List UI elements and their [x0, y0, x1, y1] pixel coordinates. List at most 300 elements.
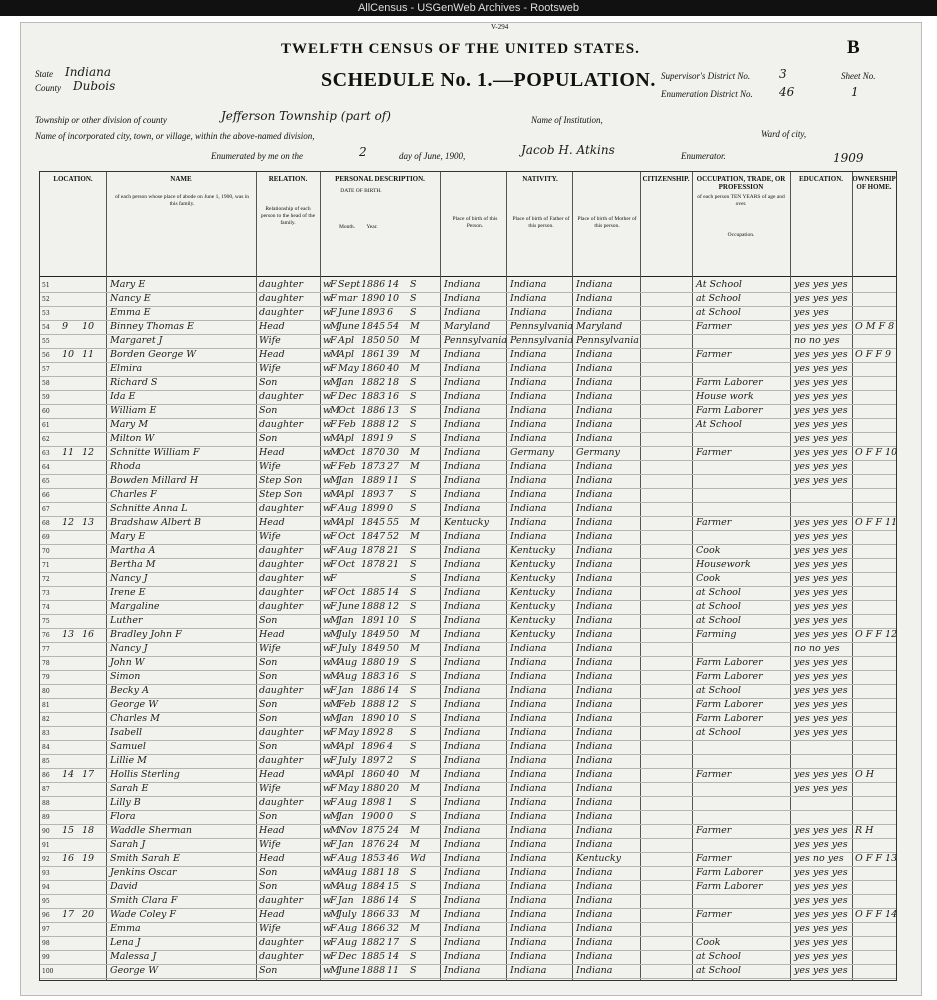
cell-mpob: Indiana [576, 727, 613, 738]
cell-edu: yes yes yes [794, 545, 848, 556]
cell-sex: F [330, 335, 337, 346]
cell-rel: Wife [259, 839, 281, 850]
cell-sex: F [330, 783, 337, 794]
cell-ms: M [410, 825, 420, 836]
cell-sex: F [330, 559, 337, 570]
cell-byear: 1875 [361, 825, 386, 836]
cell-sex: F [330, 573, 337, 584]
cell-byear: 1860 [361, 769, 386, 780]
cell-color: w [323, 881, 332, 892]
cell-rel: Son [259, 867, 278, 878]
cell-name: Smith Clara F [110, 895, 178, 906]
cell-byear: 1861 [361, 349, 386, 360]
cell-edu: yes yes yes [794, 839, 848, 850]
cell-occ: Farmer [696, 909, 732, 920]
cell-occ: at School [696, 727, 741, 738]
cell-byear: 1892 [361, 727, 386, 738]
cell-color: w [323, 405, 332, 416]
cell-color: w [323, 895, 332, 906]
cell-occ: Cook [696, 937, 721, 948]
cell-sex: M [330, 349, 340, 360]
cell-fam: 19 [82, 853, 95, 864]
cell-edu: yes yes yes [794, 377, 848, 388]
cell-color: w [323, 377, 332, 388]
cell-line: 76 [42, 632, 50, 639]
cell-mpob: Germany [576, 447, 620, 458]
cell-line: 88 [42, 800, 50, 807]
cell-rel: Son [259, 881, 278, 892]
cell-rel: daughter [259, 279, 304, 290]
cell-age: 11 [387, 965, 400, 976]
census-row [40, 698, 896, 713]
census-row [40, 362, 896, 377]
cell-fpob: Indiana [510, 419, 547, 430]
cell-byear: 1883 [361, 391, 386, 402]
cell-ms: M [410, 447, 420, 458]
cell-ms: S [410, 797, 417, 808]
cell-month: Jan [338, 377, 354, 388]
cell-line: 57 [42, 366, 50, 373]
cell-rel: Head [259, 517, 285, 528]
cell-age: 16 [387, 671, 400, 682]
cell-ms: S [410, 755, 417, 766]
cell-fam: 17 [82, 769, 95, 780]
cell-line: 80 [42, 688, 50, 695]
cell-pob: Indiana [444, 503, 481, 514]
cell-edu: yes yes yes [794, 615, 848, 626]
cell-ms: S [410, 489, 417, 500]
cell-age: 10 [387, 713, 400, 724]
cell-sex: M [330, 489, 340, 500]
cell-line: 65 [42, 478, 50, 485]
cell-age: 40 [387, 769, 400, 780]
cell-age: 18 [387, 377, 400, 388]
cell-rel: Wife [259, 783, 281, 794]
cell-mpob: Indiana [576, 615, 613, 626]
cell-age: 10 [387, 293, 400, 304]
cell-name: John W [110, 657, 145, 668]
cell-line: 63 [42, 450, 50, 457]
cell-month: Dec [338, 951, 357, 962]
cell-byear: 1898 [361, 797, 386, 808]
census-row [40, 670, 896, 685]
cell-sex: M [330, 433, 340, 444]
cell-pob: Indiana [444, 699, 481, 710]
cell-pob: Indiana [444, 727, 481, 738]
cell-sex: F [330, 545, 337, 556]
cell-rel: Wife [259, 335, 281, 346]
cell-mpob: Indiana [576, 965, 613, 976]
ward-label: Ward of city, [761, 129, 807, 139]
cell-line: 84 [42, 744, 50, 751]
cell-pob: Indiana [444, 475, 481, 486]
cell-color: w [323, 951, 332, 962]
census-row [40, 404, 896, 419]
cell-fpob: Indiana [510, 699, 547, 710]
cell-line: 58 [42, 380, 50, 387]
cell-name: Isabell [110, 727, 143, 738]
cell-ms: M [410, 531, 420, 542]
cell-line: 73 [42, 590, 50, 597]
cell-sex: F [330, 601, 337, 612]
cell-line: 92 [42, 856, 50, 863]
cell-fpob: Indiana [510, 713, 547, 724]
cell-color: w [323, 321, 332, 332]
census-row [40, 838, 896, 853]
cell-byear: 1845 [361, 321, 386, 332]
cell-color: w [323, 545, 332, 556]
cell-edu: yes yes yes [794, 559, 848, 570]
cell-mpob: Indiana [576, 349, 613, 360]
cell-sex: F [330, 797, 337, 808]
cell-age: 40 [387, 363, 400, 374]
cell-ms: M [410, 363, 420, 374]
cell-line: 61 [42, 422, 50, 429]
cell-rel: daughter [259, 419, 304, 430]
cell-color: w [323, 349, 332, 360]
cell-name: Malessa J [110, 951, 157, 962]
cell-byear: 1885 [361, 587, 386, 598]
cell-pob: Indiana [444, 741, 481, 752]
cell-occ: At School [696, 279, 742, 290]
cell-fpob: Indiana [510, 363, 547, 374]
cell-sex: F [330, 531, 337, 542]
group-name: NAME [170, 175, 192, 183]
cell-own: O F F 11 [855, 517, 898, 528]
census-row [40, 964, 896, 979]
occupation-description: of each person TEN YEARS of age and over. [697, 194, 785, 207]
cell-pob: Indiana [444, 769, 481, 780]
pob-self-heading: Place of birth of this Person. [452, 216, 498, 229]
cell-fpob: Indiana [510, 951, 547, 962]
cell-fpob: Indiana [510, 965, 547, 976]
cell-mpob: Indiana [576, 825, 613, 836]
cell-occ: Farmer [696, 321, 732, 332]
cell-ms: M [410, 321, 420, 332]
cell-age: 30 [387, 447, 400, 458]
cell-ms: M [410, 349, 420, 360]
cell-fpob: Indiana [510, 377, 547, 388]
cell-occ: Farmer [696, 349, 732, 360]
cell-ms: S [410, 713, 417, 724]
cell-rel: daughter [259, 573, 304, 584]
cell-age: 14 [387, 951, 400, 962]
cell-mpob: Indiana [576, 559, 613, 570]
cell-sex: M [330, 713, 340, 724]
cell-name: Borden George W [110, 349, 197, 360]
cell-line: 64 [42, 464, 50, 471]
cell-mpob: Indiana [576, 517, 613, 528]
cell-mpob: Indiana [576, 867, 613, 878]
cell-byear: 1890 [361, 293, 386, 304]
cell-byear: 1885 [361, 951, 386, 962]
cell-fpob: Kentucky [510, 587, 555, 598]
cell-name: Bowden Millard H [110, 475, 199, 486]
cell-name: George W [110, 699, 158, 710]
cell-ms: S [410, 433, 417, 444]
cell-name: Lena J [110, 937, 141, 948]
cell-mpob: Indiana [576, 769, 613, 780]
cell-mpob: Indiana [576, 461, 613, 472]
cell-rel: Wife [259, 363, 281, 374]
supervisor-label: Supervisor's District No. [661, 71, 751, 81]
cell-pob: Indiana [444, 783, 481, 794]
cell-mpob: Indiana [576, 839, 613, 850]
cell-age: 39 [387, 349, 400, 360]
cell-color: w [323, 601, 332, 612]
cell-rel: Wife [259, 461, 281, 472]
cell-ms: S [410, 615, 417, 626]
cell-age: 17 [387, 937, 400, 948]
census-row [40, 726, 896, 741]
cell-byear: 1900 [361, 811, 386, 822]
cell-rel: daughter [259, 601, 304, 612]
cell-month: Feb [338, 461, 356, 472]
annotated-year: 1909 [833, 151, 864, 165]
cell-occ: at School [696, 587, 741, 598]
cell-sex: F [330, 755, 337, 766]
cell-age: 13 [387, 405, 400, 416]
cell-age: 46 [387, 853, 400, 864]
cell-fam: 16 [82, 629, 95, 640]
cell-edu: yes yes yes [794, 447, 848, 458]
cell-edu: yes yes yes [794, 391, 848, 402]
cell-ms: M [410, 839, 420, 850]
group-citizenship: CITIZENSHIP. [642, 175, 690, 183]
cell-color: w [323, 461, 332, 472]
cell-edu: yes yes yes [794, 699, 848, 710]
cell-name: Schnitte William F [110, 447, 200, 458]
cell-line: 96 [42, 912, 50, 919]
cell-line: 100 [42, 968, 54, 975]
cell-rel: daughter [259, 727, 304, 738]
cell-edu: yes yes yes [794, 671, 848, 682]
cell-byear: 1866 [361, 909, 386, 920]
cell-name: Luther [110, 615, 143, 626]
cell-sex: M [330, 321, 340, 332]
cell-edu: yes yes yes [794, 363, 848, 374]
volume-number: V-294 [491, 23, 509, 31]
cell-occ: Farmer [696, 517, 732, 528]
cell-color: w [323, 433, 332, 444]
cell-occ: Farmer [696, 447, 732, 458]
cell-rel: Son [259, 741, 278, 752]
cell-month: May [338, 783, 359, 794]
cell-color: w [323, 741, 332, 752]
cell-pob: Indiana [444, 461, 481, 472]
cell-byear: 1878 [361, 545, 386, 556]
cell-byear: 1849 [361, 643, 386, 654]
cell-rel: Step Son [259, 489, 303, 500]
cell-pob: Indiana [444, 405, 481, 416]
cell-ms: S [410, 671, 417, 682]
cell-age: 19 [387, 657, 400, 668]
cell-ms: S [410, 699, 417, 710]
census-row [40, 712, 896, 727]
cell-color: w [323, 503, 332, 514]
population-table [39, 171, 897, 981]
cell-name: Irene E [110, 587, 146, 598]
cell-mpob: Indiana [576, 755, 613, 766]
census-row [40, 628, 896, 643]
cell-pob: Indiana [444, 755, 481, 766]
census-title: TWELFTH CENSUS OF THE UNITED STATES. [281, 41, 640, 57]
cell-dw: 16 [62, 853, 75, 864]
cell-name: Lillie M [110, 755, 147, 766]
cell-mpob: Maryland [576, 321, 623, 332]
cell-line: 66 [42, 492, 50, 499]
cell-fpob: Indiana [510, 517, 547, 528]
cell-mpob: Indiana [576, 811, 613, 822]
cell-rel: daughter [259, 685, 304, 696]
cell-edu: yes yes yes [794, 783, 848, 794]
cell-name: George W [110, 965, 158, 976]
cell-color: w [323, 825, 332, 836]
cell-fpob: Indiana [510, 881, 547, 892]
cell-edu: yes yes yes [794, 727, 848, 738]
cell-color: w [323, 391, 332, 402]
sheet-label: Sheet No. [841, 71, 876, 81]
group-occupation: OCCUPATION, TRADE, OR PROFESSION [696, 175, 786, 191]
cell-age: 0 [387, 811, 394, 822]
cell-occ: at School [696, 685, 741, 696]
cell-byear: 1891 [361, 433, 386, 444]
census-row [40, 922, 896, 937]
pob-father-heading: Place of birth of Father of this person. [512, 216, 570, 229]
cell-age: 6 [387, 307, 394, 318]
cell-dw: 17 [62, 909, 75, 920]
cell-fpob: Indiana [510, 391, 547, 402]
cell-name: Rhoda [110, 461, 141, 472]
cell-occ: at School [696, 307, 741, 318]
cell-fpob: Indiana [510, 279, 547, 290]
group-ownership: OWNERSHIP OF HOME. [852, 175, 896, 191]
cell-line: 59 [42, 394, 50, 401]
cell-sex: F [330, 461, 337, 472]
cell-edu: yes yes yes [794, 685, 848, 696]
cell-occ: Farm Laborer [696, 881, 763, 892]
cell-fpob: Indiana [510, 643, 547, 654]
year-heading: Year. [366, 224, 378, 230]
cell-own: O F F 9 [855, 349, 892, 360]
group-nativity: NATIVITY. [522, 175, 558, 183]
county-label: County [35, 83, 61, 93]
cell-edu: yes yes yes [794, 895, 848, 906]
cell-name: Richard S [110, 377, 158, 388]
cell-sex: F [330, 853, 337, 864]
cell-age: 11 [387, 475, 400, 486]
cell-sex: M [330, 615, 340, 626]
cell-mpob: Indiana [576, 629, 613, 640]
cell-edu: yes yes yes [794, 909, 848, 920]
cell-edu: no no yes [794, 335, 840, 346]
cell-rel: Son [259, 671, 278, 682]
cell-color: w [323, 307, 332, 318]
cell-ms: S [410, 685, 417, 696]
cell-mpob: Indiana [576, 489, 613, 500]
cell-edu: yes yes yes [794, 587, 848, 598]
cell-mpob: Indiana [576, 573, 613, 584]
cell-name: Schnitte Anna L [110, 503, 188, 514]
cell-pob: Indiana [444, 867, 481, 878]
cell-color: w [323, 517, 332, 528]
cell-age: 0 [387, 503, 394, 514]
pob-mother-heading: Place of birth of Mother of this person. [577, 216, 637, 229]
cell-dw: 13 [62, 629, 75, 640]
cell-ms: S [410, 391, 417, 402]
cell-dw: 12 [62, 517, 75, 528]
cell-rel: Son [259, 433, 278, 444]
cell-line: 62 [42, 436, 50, 443]
cell-age: 9 [387, 433, 394, 444]
cell-fpob: Indiana [510, 685, 547, 696]
cell-pob: Indiana [444, 923, 481, 934]
cell-color: w [323, 937, 332, 948]
cell-color: w [323, 447, 332, 458]
cell-ms: M [410, 769, 420, 780]
cell-line: 87 [42, 786, 50, 793]
census-row [40, 278, 896, 293]
cell-byear: 1878 [361, 559, 386, 570]
cell-edu: yes yes yes [794, 433, 848, 444]
cell-byear: 1889 [361, 475, 386, 486]
census-row [40, 432, 896, 447]
sheet-value: 1 [851, 85, 859, 99]
census-row [40, 460, 896, 475]
cell-mpob: Indiana [576, 545, 613, 556]
cell-month: July [338, 755, 357, 766]
cell-mpob: Indiana [576, 601, 613, 612]
cell-byear: 1880 [361, 783, 386, 794]
cell-fpob: Kentucky [510, 615, 555, 626]
cell-age: 21 [387, 545, 400, 556]
census-row [40, 796, 896, 811]
cell-byear: 1847 [361, 531, 386, 542]
cell-edu: yes yes yes [794, 629, 848, 640]
cell-fpob: Indiana [510, 769, 547, 780]
cell-mpob: Indiana [576, 391, 613, 402]
cell-ms: S [410, 559, 417, 570]
cell-ms: S [410, 601, 417, 612]
cell-sex: F [330, 923, 337, 934]
cell-month: Apl [338, 741, 354, 752]
cell-edu: yes yes yes [794, 923, 848, 934]
cell-sex: F [330, 727, 337, 738]
cell-fpob: Indiana [510, 531, 547, 542]
cell-fpob: Pennsylvania [510, 321, 573, 332]
cell-sex: F [330, 293, 337, 304]
cell-mpob: Indiana [576, 405, 613, 416]
census-row [40, 572, 896, 587]
cell-line: 71 [42, 562, 50, 569]
cell-name: Mary E [110, 279, 146, 290]
cell-age: 24 [387, 825, 400, 836]
cell-age: 16 [387, 391, 400, 402]
cell-edu: yes yes [794, 307, 829, 318]
cell-ms: S [410, 573, 417, 584]
cell-pob: Indiana [444, 965, 481, 976]
cell-pob: Indiana [444, 937, 481, 948]
cell-age: 50 [387, 643, 400, 654]
cell-month: Feb [338, 419, 356, 430]
cell-age: 12 [387, 419, 400, 430]
cell-edu: no no yes [794, 643, 840, 654]
cell-line: 75 [42, 618, 50, 625]
cell-color: w [323, 909, 332, 920]
census-row [40, 306, 896, 321]
cell-ms: M [410, 923, 420, 934]
cell-sex: M [330, 867, 340, 878]
